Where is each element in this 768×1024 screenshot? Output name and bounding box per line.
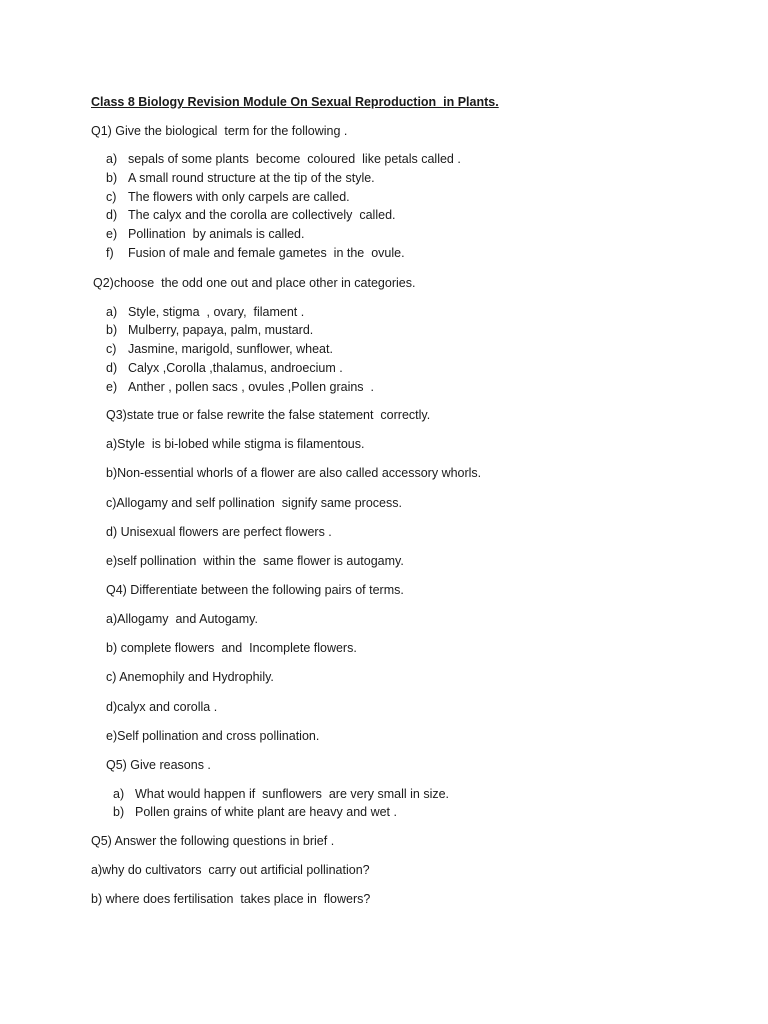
- q3-item: a)Style is bi-lobed while stigma is filamentous.: [106, 437, 365, 451]
- list-item-label: c): [106, 342, 117, 356]
- q5-brief-item: b) where does fertilisation takes place in flowers?: [91, 892, 371, 906]
- list-item-label: d): [106, 361, 118, 375]
- list-item: A small round structure at the tip of the style.: [128, 171, 375, 185]
- list-item: Style, stigma , ovary, filament .: [128, 305, 305, 319]
- list-item-label: a): [113, 787, 125, 801]
- list-item-label: a): [106, 305, 118, 319]
- list-item: Pollen grains of white plant are heavy and wet .: [135, 805, 397, 819]
- list-item: Anther , pollen sacs , ovules ,Pollen grains .: [128, 380, 374, 394]
- q2-heading: Q2)choose the odd one out and place other in categories.: [93, 276, 416, 290]
- list-item: Jasmine, marigold, sunflower, wheat.: [128, 342, 333, 356]
- list-item-label: b): [113, 805, 125, 819]
- document-title: Class 8 Biology Revision Module On Sexual Reproduction in Plants.: [91, 95, 499, 109]
- list-item: Fusion of male and female gametes in the ovule.: [128, 246, 405, 260]
- q3-item: b)Non-essential whorls of a flower are also called accessory whorls.: [106, 466, 482, 480]
- q4-heading: Q4) Differentiate between the following pairs of terms.: [106, 583, 404, 597]
- q4-item: a)Allogamy and Autogamy.: [106, 612, 258, 626]
- q5-brief-heading: Q5) Answer the following questions in brief .: [91, 834, 335, 848]
- q3-item: d) Unisexual flowers are perfect flowers .: [106, 525, 332, 539]
- list-item: sepals of some plants become coloured like petals called .: [128, 152, 461, 166]
- q4-item: e)Self pollination and cross pollination.: [106, 729, 320, 743]
- list-item: Mulberry, papaya, palm, mustard.: [128, 323, 314, 337]
- list-item: The flowers with only carpels are called.: [128, 190, 350, 204]
- list-item-label: a): [106, 152, 118, 166]
- q4-item: c) Anemophily and Hydrophily.: [106, 670, 274, 684]
- list-item-label: e): [106, 380, 118, 394]
- q1-heading: Q1) Give the biological term for the following .: [91, 124, 348, 138]
- q4-item: b) complete flowers and Incomplete flowers.: [106, 641, 357, 655]
- list-item: The calyx and the corolla are collectively called.: [128, 208, 396, 222]
- list-item-label: b): [106, 323, 118, 337]
- list-item-label: f): [106, 246, 114, 260]
- q5-reasons-heading: Q5) Give reasons .: [106, 758, 211, 772]
- q4-item: d)calyx and corolla .: [106, 700, 218, 714]
- q3-item: e)self pollination within the same flower is autogamy.: [106, 554, 404, 568]
- list-item: Pollination by animals is called.: [128, 227, 305, 241]
- list-item-label: e): [106, 227, 118, 241]
- list-item: What would happen if sunflowers are very small in size.: [135, 787, 450, 801]
- list-item: Calyx ,Corolla ,thalamus, androecium .: [128, 361, 343, 375]
- list-item-label: d): [106, 208, 118, 222]
- list-item-label: c): [106, 190, 117, 204]
- list-item-label: b): [106, 171, 118, 185]
- q5-brief-item: a)why do cultivators carry out artificial pollination?: [91, 863, 370, 877]
- q3-item: c)Allogamy and self pollination signify same process.: [106, 496, 402, 510]
- q3-heading: Q3)state true or false rewrite the false statement correctly.: [106, 408, 431, 422]
